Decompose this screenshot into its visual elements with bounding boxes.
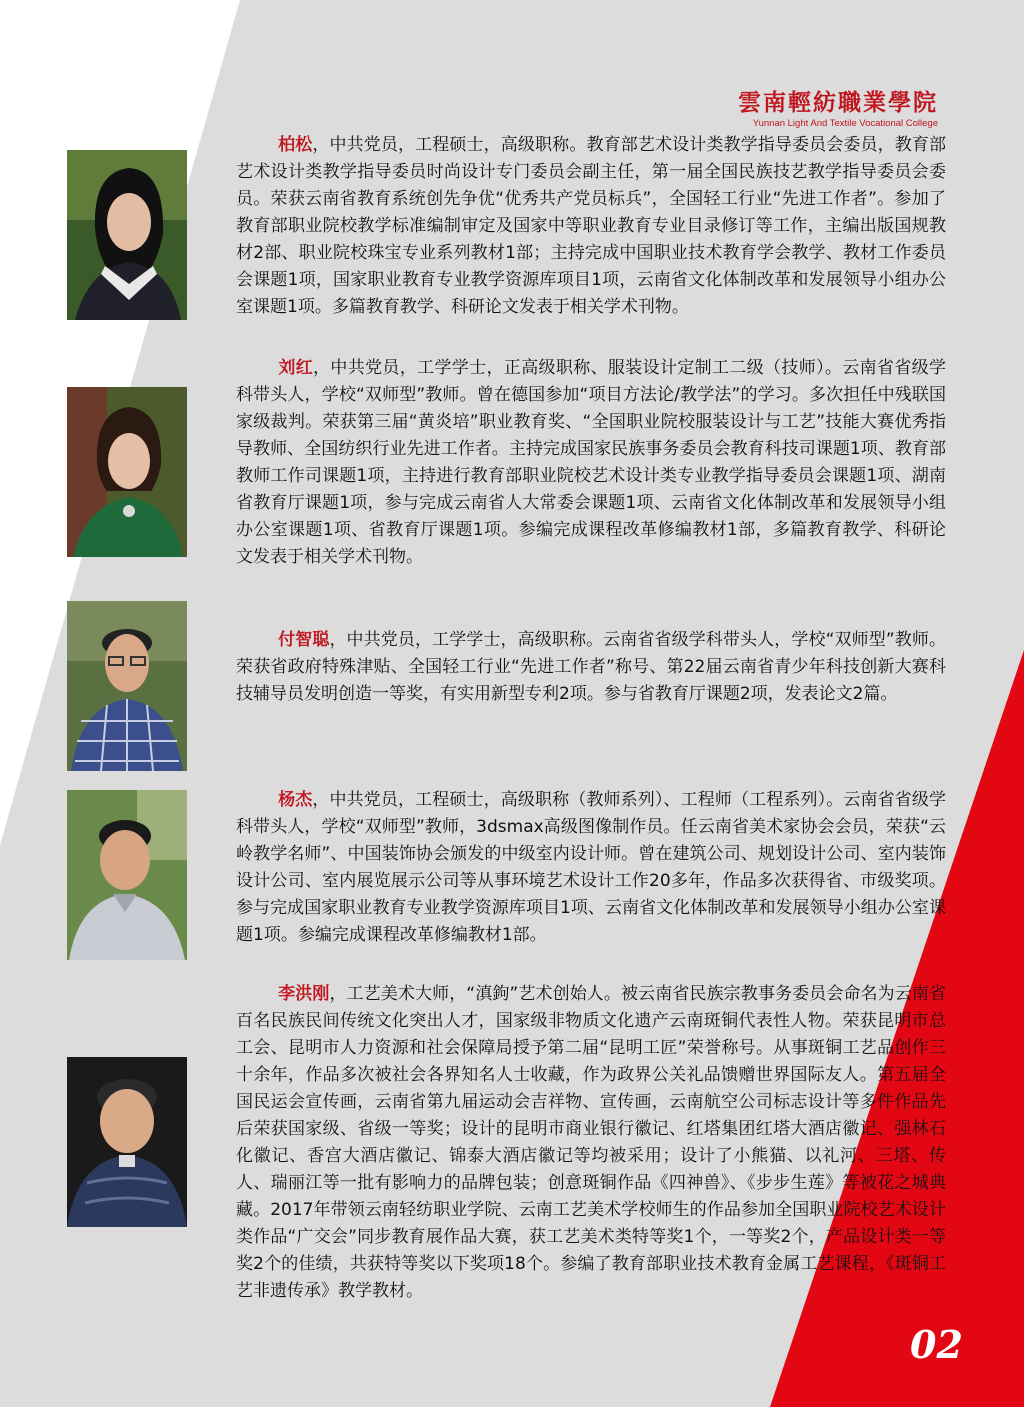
profile-bio-2 [236,355,946,571]
profile-bio-4 [236,787,946,949]
profile-text-2: ，中共党员，工学学士，正高级职称、服装设计定制工二级（技师）。云南省省级学科带头人，学校“双师型”教师。曾在德国参加“项目方法论/教学法”的学习。多次担任中残联国家级裁判。荣获第三届“黄炎培”职业教育奖、“全国职业院校服装设计与工艺”技能大赛优秀指导教师、全国纺织行业先进工作者。主持完成国家民族事务委员会教育科技司课题1项、教育部教师工作司课题1项，主持进行教育部职业院校艺术设计类专业教学指导委员会课题1项、湖南省教育厅课题1项，参与完成云南省人大常委会课题1项、云南省文化体制改革和发展领导小组办公室课题1项、省教育厅课题1项。参编完成课程改革修编教材1部，多篇教育教学、科研论文发表于相关学术刊物。 [236,358,947,567]
profile-text-1: ，中共党员，工程硕士，高级职称。教育部艺术设计类教学指导委员会委员，教育部艺术设计类教学指导委员时尚设计专门委员会副主任，第一届全国民族技艺教学指导委员会委员。荣获云南省教育系统创先争优“优秀共产党员标兵”，全国轻工行业“先进工作者”。参加了教育部职业院校教学标准编制审定及国家中等职业教育专业目录修订等工作，主编出版国规教材2部、职业院校珠宝专业系列教材1部；主持完成中国职业技术教育学会教学、教材工作委员会课题1项，国家职业教育专业教学资源库项目1项，云南省文化体制改革和发展领导小组办公室课题1项。多篇教育教学、科研论文发表于相关学术刊物。 [236,135,947,317]
page-number: 02 [910,1322,963,1367]
portrait-photo-3 [67,601,187,771]
profile-name-2: 刘红 [278,358,314,378]
profile-name-5: 李洪刚 [278,984,330,1004]
profile-bio-5 [236,981,946,1305]
college-name-en: Yunnan Light And Textile Vocational College [752,118,938,129]
profile-name-4: 杨杰 [278,790,313,810]
profile-name-1: 柏松 [278,135,313,155]
profile-text-3: ，中共党员，工学学士，高级职称。云南省省级学科带头人，学校“双师型”教师。荣获省政府特殊津贴、全国轻工行业“先进工作者”称号、第22届云南省青少年科技创新大赛科技辅导员发明创造一等奖，有实用新型专利2项。参与省教育厅课题2项，发表论文2篇。 [236,630,946,704]
profile-bio-1 [236,132,946,321]
portrait-photo-4 [67,790,187,960]
profile-bio-3 [236,627,946,708]
portrait-photo-1 [67,150,187,320]
profile-name-3: 付智聪 [278,630,330,650]
college-name-cn: 雲南輕紡職業學院 [738,89,938,116]
profile-text-4: ，中共党员，工程硕士，高级职称（教师系列）、工程师（工程系列）。云南省省级学科带头人，学校“双师型”教师，3dsmax高级图像制作员。任云南省美术家协会会员，荣获“云岭教学名师”、中国装饰协会颁发的中级室内设计师。曾在建筑公司、规划设计公司、室内装饰设计公司、室内展览展示公司等从事环境艺术设计工作20多年，作品多次获得省、市级奖项。参与完成国家职业教育专业教学资源库项目1项、云南省文化体制改革和发展领导小组办公室课题1项。参编完成课程改革修编教材1部。 [236,790,946,945]
portrait-photo-2 [67,387,187,557]
portrait-photo-5 [67,1057,187,1227]
college-header [738,84,938,129]
profile-text-5: ，工艺美术大师，“滇鉤”艺术创始人。被云南省民族宗教事务委员会命名为云南省百名民族民间传统文化突出人才，国家级非物质文化遗产云南斑铜代表性人物。荣获昆明市总工会、昆明市人力资源和社会保障局授予第二届“昆明工匠”荣誉称号。从事斑铜工艺品创作三十余年，作品多次被社会各界知名人士收藏，作为政界公关礼品馈赠世界国际友人。第五届全国民运会宣传画，云南省第九届运动会吉祥物、宣传画，云南航空公司标志设计等多件作品先后荣获国家级、省级一等奖；设计的昆明市商业银行徽记、红塔集团红塔大酒店徽记、强林石化徽记、香宫大酒店徽记、锦泰大酒店徽记等均被采用；设计了小熊猫、以礼河、三塔、传人、瑞丽江等一批有影响力的品牌包装；创意斑铜作品《四神兽》、《步步生莲》等被花之城典藏。2017年带领云南轻纺职业学院、云南工艺美术学校师生的作品参加全国职业院校艺术设计类作品“广交会”同步教育展作品大赛，获工艺美术类特等奖1个，一等奖2个，产品设计类一等奖2个的佳绩，共获特等奖以下奖项18个。参编了教育部职业技术教育金属工艺课程，《斑铜工艺非遗传承》教学教材。 [236,984,946,1301]
